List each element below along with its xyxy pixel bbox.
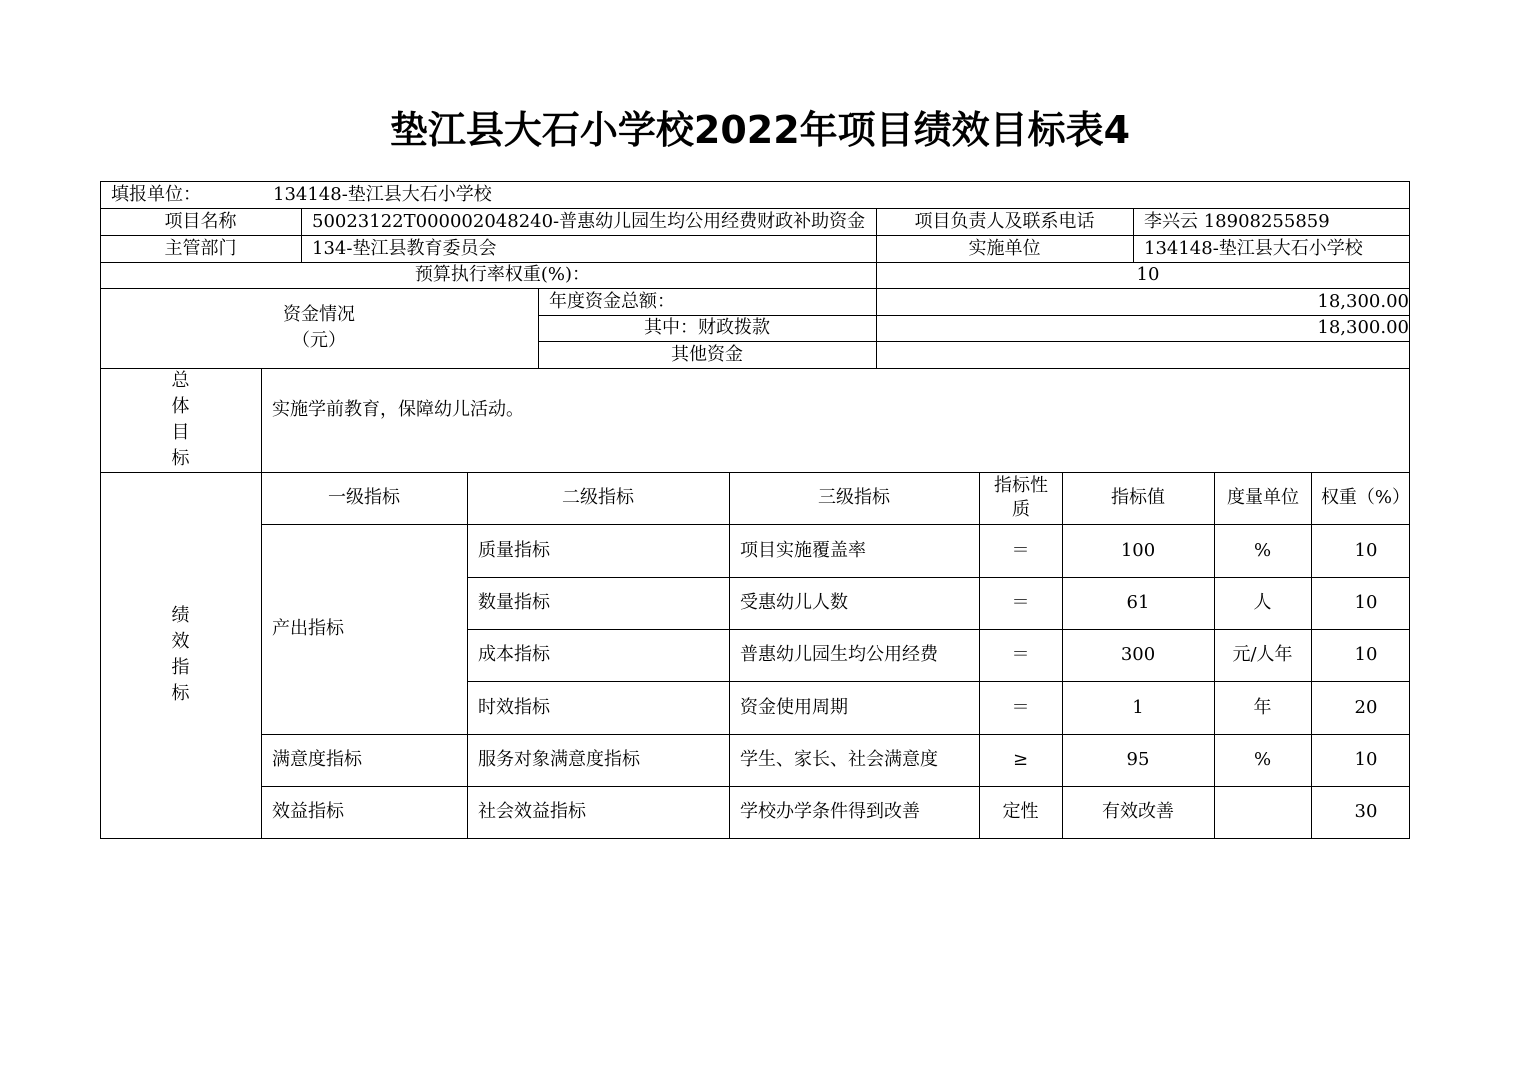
table-row-level2: 时效指标 [478,696,550,718]
funds-label [100,288,538,368]
table-row-weight: 10 [1354,539,1378,561]
table-row-level3: 资金使用周期 [740,696,848,718]
table-row-nature: ＝ [1011,644,1030,665]
table-row-level1: 效益指标 [272,801,344,822]
table-row-value: 95 [1126,749,1150,770]
table-row-value: 有效改善 [1102,801,1174,822]
project-name-value: 50023122T000002048240-普惠幼儿园生均公用经费财政补助资金 [312,210,866,232]
impl-label: 实施单位 [968,237,1041,259]
impl-value: 134148-垫江县大石小学校 [1144,237,1363,259]
table-row-nature: ≥ [1012,749,1029,770]
table-row-unit: 人 [1253,592,1272,613]
table-row-unit: 元/人年 [1232,644,1293,665]
funds-total-value: 18,300.00 [1317,290,1409,312]
funds-label-line1: 资金情况 [283,304,355,325]
table-row-value: 1 [1132,696,1144,718]
table-row-level2: 服务对象满意度指标 [478,749,640,770]
dept-value: 134-垫江县教育委员会 [312,237,497,259]
dept-label: 主管部门 [164,237,237,259]
funds-total-label: 年度资金总额： [549,290,675,312]
col-header-level1: 一级指标 [328,487,400,508]
table-row-nature: ＝ [1011,696,1030,718]
col-header-nature: 指标性质 [994,475,1048,520]
performance-label-char: 指 [171,657,190,678]
table-row-weight: 10 [1354,644,1378,665]
table-row-unit [1214,786,1311,838]
page-title: 垫江县大石小学校2022年项目绩效目标表4 [389,108,1131,152]
funds-label-line2: （元） [292,330,346,351]
output-indicator-label: 产出指标 [272,618,344,639]
manager-label: 项目负责人及联系电话 [914,210,1095,232]
table-row-level2: 社会效益指标 [478,801,586,822]
performance-label-char: 标 [171,683,190,704]
table-row-weight: 30 [1354,801,1378,822]
col-header-weight: 权重（%） [1320,487,1411,508]
unit-label: 填报单位： [111,183,201,205]
col-header-value: 指标值 [1111,487,1165,508]
col-header-level3: 三级指标 [818,487,890,508]
table-row-nature: ＝ [1011,539,1030,561]
goal-label-char: 总 [171,370,190,391]
table-row-value: 100 [1120,539,1156,561]
table-row-level3: 学生、家长、社会满意度 [740,749,938,770]
table-row-level2: 质量指标 [478,539,550,561]
goal-label [100,368,261,472]
col-header-unit: 度量单位 [1227,487,1299,508]
goal-text: 实施学前教育，保障幼儿活动。 [272,399,524,420]
table-row-level3: 受惠幼儿人数 [740,592,848,613]
project-name-label: 项目名称 [164,210,237,232]
performance-label-char: 绩 [171,605,190,626]
table-row-level2: 成本指标 [478,644,550,665]
funds-fiscal-value: 18,300.00 [1317,317,1409,338]
table-row-level3: 学校办学条件得到改善 [740,801,920,822]
manager-value: 李兴云 18908255859 [1144,210,1330,232]
table-row-nature: ＝ [1011,592,1030,613]
table-row-weight: 20 [1354,696,1378,718]
unit-value: 134148-垫江县大石小学校 [273,183,492,205]
budget-weight-value: 10 [1136,264,1160,285]
funds-other-label: 其他资金 [671,343,743,365]
table-row-weight: 10 [1354,592,1378,613]
goal-label-char: 标 [171,448,190,469]
table-row-unit: % [1253,749,1272,770]
table-row-level3: 普惠幼儿园生均公用经费 [740,644,938,665]
funds-fiscal-label: 其中：财政拨款 [644,317,770,338]
table-row-level2: 数量指标 [478,592,550,613]
goal-label-char: 目 [171,422,190,443]
performance-label-char: 效 [171,631,190,652]
table-row-level3: 项目实施覆盖率 [740,539,866,561]
table-row-nature: 定性 [1002,801,1039,822]
table-row-weight: 10 [1354,749,1378,770]
table-row-value: 300 [1120,644,1156,665]
table-row-value: 61 [1126,592,1150,613]
budget-weight-label: 预算执行率权重(%)： [414,264,590,285]
table-row-unit: 年 [1253,696,1272,718]
table-row-unit: % [1253,539,1272,561]
goal-label-char: 体 [171,396,190,417]
performance-label [100,590,261,720]
table-row-level1: 满意度指标 [272,749,362,770]
funds-other-value [876,341,1409,368]
col-header-level2: 二级指标 [562,487,634,508]
